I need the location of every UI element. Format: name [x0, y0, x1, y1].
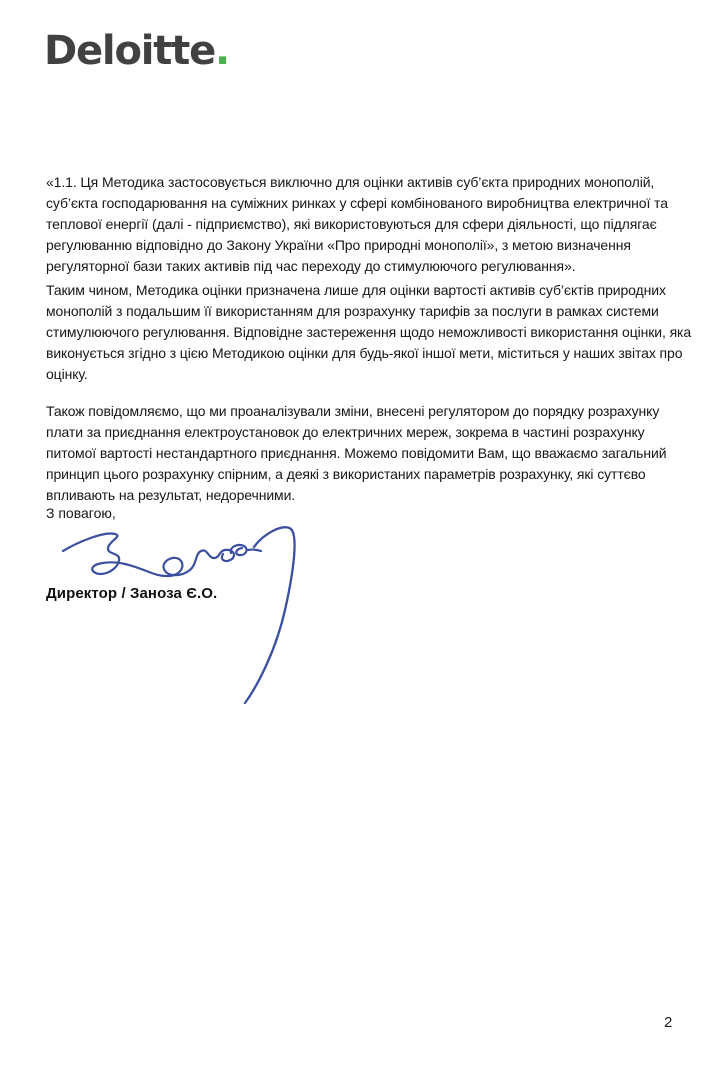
director-signoff: Директор / Заноза Є.О. [46, 585, 218, 602]
text-line: монополій з подальшим її використанням для розрахунку тарифів за послуги в рамках системи [46, 303, 659, 319]
text-line: регуляторної бази таких активів під час переходу до стимулюючого регулювання». [46, 258, 576, 274]
text-line: плати за приєднання електроустановок до електричних мереж, зокрема в частині розрахунку [46, 424, 645, 440]
logo-text: Deloitte [44, 28, 216, 74]
signature-stroke-name [63, 533, 234, 576]
text-line: оцінку. [46, 366, 88, 382]
handwritten-signature [58, 520, 308, 710]
text-line: впливають на результат, недоречними. [46, 487, 296, 503]
closing-salutation: З повагою, [46, 505, 116, 521]
signature-stroke-o [231, 545, 261, 555]
text-line: принцип цього розрахунку спірним, а деякі з використаних параметрів розрахунку, які суттєво [46, 466, 646, 482]
paragraph-regulator-changes [46, 401, 696, 506]
text-line: суб’єкта господарювання на суміжних ринках у сфері комбінованого виробництва електричної та [46, 195, 668, 211]
text-line: Також повідомляємо, що ми проаналізували зміни, внесені регулятором до порядку розрахунку [46, 403, 660, 419]
text-line: Таким чином, Методика оцінки призначена лише для оцінки вартості активів суб’єктів природних [46, 282, 666, 298]
logo-dot: . [215, 28, 231, 74]
text-line: «1.1. Ця Методика застосовується виключно для оцінки активів суб’єкта природних монополій, [46, 174, 655, 190]
text-line: теплової енергії (далі - підприємство), які використовуються для сфери діяльності, що підлягає [46, 216, 657, 232]
text-line: виконується згідно з цією Методикою оцінки для будь-якої іншої мети, міститься у наших звітах про [46, 345, 683, 361]
paragraph-valuation-purpose [46, 280, 696, 385]
paragraph-methodology-quote [46, 172, 696, 277]
signature-stroke-flourish [245, 527, 295, 703]
text-line: стимулюючого регулювання. Відповідне застереження щодо неможливості використання оцінки, яка [46, 324, 692, 340]
text-line: питомої вартості нестандартного приєднання. Можемо повідомити Вам, що вважаємо загальний [46, 445, 667, 461]
text-line: регулюванню відповідно до Закону України «Про природні монополії», з метою визначення [46, 237, 631, 253]
deloitte-logo [44, 28, 230, 74]
page-number: 2 [664, 1014, 673, 1031]
